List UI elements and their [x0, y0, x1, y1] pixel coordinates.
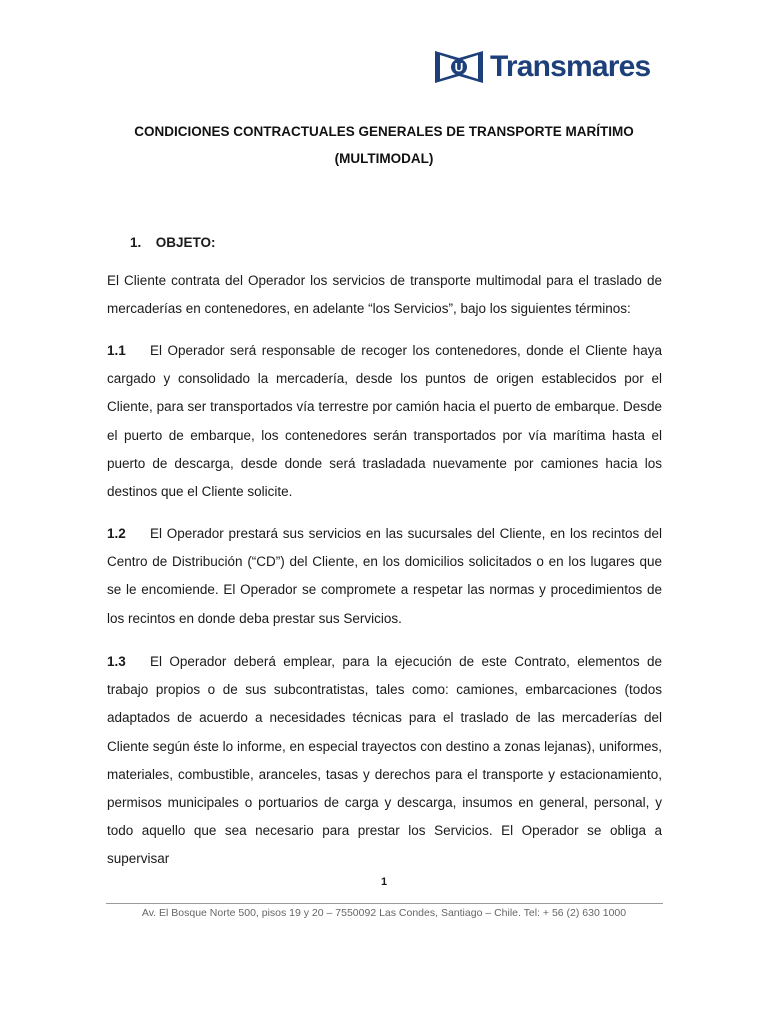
section-number: 1.	[130, 235, 142, 250]
company-logo	[434, 50, 650, 84]
footer-divider	[106, 903, 663, 904]
clause-number: 1.2	[107, 526, 126, 541]
clause-text: El Operador será responsable de recoger los contenedores, donde el Cliente haya cargado y consolidado la mercadería, desde los puntos de origen establecidos por el Cliente, para ser transportados vía terrestre por camión hacia el puerto de embarque. Desde el puerto de embarque, los contenedores serán transportados por vía marítima hasta el puerto de descarga, desde donde será trasladada nuevamente por camiones hacia los destinos que el Cliente solicite.	[107, 343, 662, 500]
clause-number: 1.3	[107, 654, 126, 669]
clause-text: El Operador deberá emplear, para la ejecución de este Contrato, elementos de trabajo propios o de sus subcontratistas, tales como: camiones, embarcaciones (todos adaptados de acuerdo a necesidades técnicas para el traslado de las mercaderías del Cliente según éste lo informe, en especial trayectos con destino a zonas lejanas), uniformes, materiales, combustible, aranceles, tasas y derechos para el transporte y estacionamiento, permisos municipales o portuarios de carga y descarga, insumos en general, personal, y todo aquello que sea necesario para prestar los Servicios. El Operador se obliga a supervisar	[107, 654, 662, 867]
clause-paragraph	[107, 520, 662, 633]
clause-number: 1.1	[107, 343, 126, 358]
section-heading	[130, 235, 216, 250]
flag-emblem-icon	[434, 50, 484, 84]
document-title-line1: CONDICIONES CONTRACTUALES GENERALES DE TRANSPORTE MARÍTIMO	[134, 124, 634, 139]
page-number: 1	[380, 876, 388, 888]
clause-text: El Operador prestará sus servicios en las sucursales del Cliente, en los recintos del Centro de Distribución (“CD”) del Cliente, en los domicilios solicitados o en los lugares que se le encomiende. El Operador se compromete a respetar las normas y procedimientos de los recintos en donde deba prestar sus Servicios.	[107, 526, 662, 626]
document-title-line2: (MULTIMODAL)	[334, 151, 434, 166]
footer-address: Av. El Bosque Norte 500, pisos 19 y 20 – 7550092 Las Condes, Santiago – Chile. Tel: + 56 (2) 630 1000	[141, 907, 627, 919]
section-title: OBJETO:	[155, 235, 216, 250]
intro-paragraph: El Cliente contrata del Operador los servicios de transporte multimodal para el traslado de mercaderías en contenedores, en adelante “los Servicios”, bajo los siguientes términos:	[107, 273, 662, 317]
clause-paragraph	[107, 337, 662, 506]
clause-paragraph	[107, 648, 662, 874]
logo-wordmark: Transmares	[490, 50, 651, 83]
emblem-letter: U	[454, 60, 464, 75]
